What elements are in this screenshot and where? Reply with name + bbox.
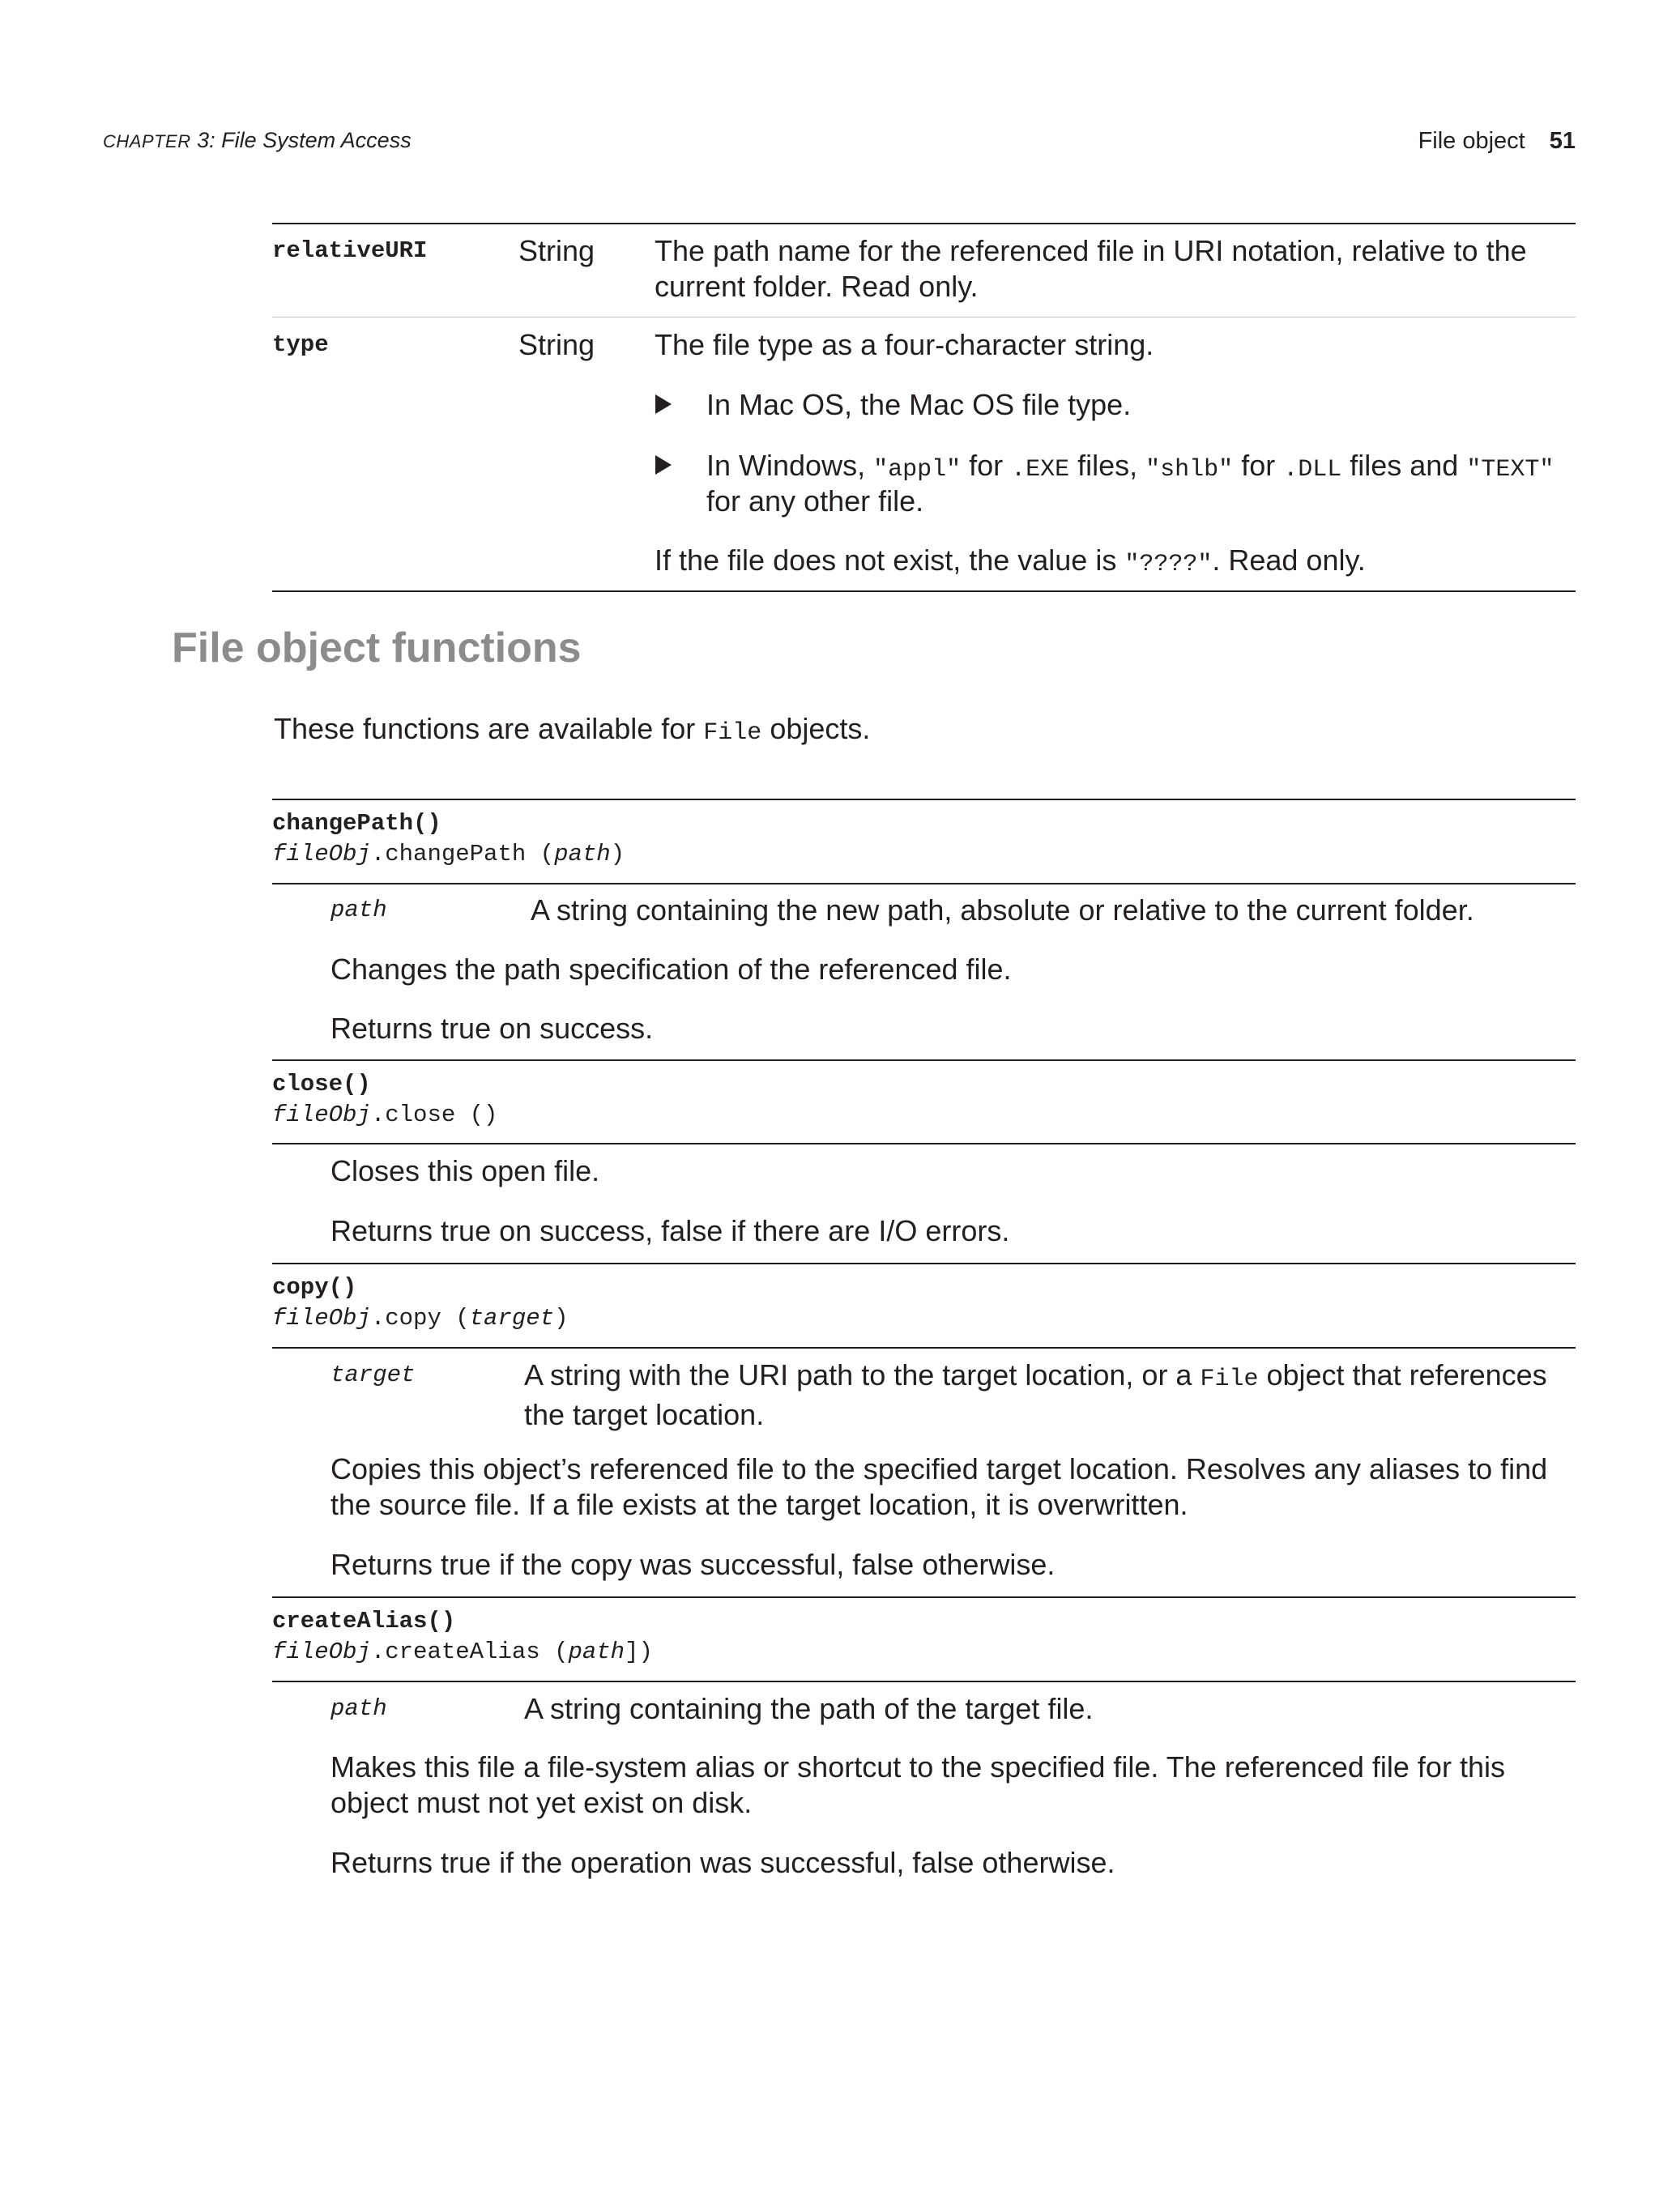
text-run: for: [961, 449, 1012, 482]
function-signature: [272, 1100, 497, 1131]
section-heading: File object functions: [172, 624, 582, 671]
code-run: File: [1200, 1366, 1259, 1393]
function-description: Copies this object’s referenced file to the specified target location. Resolves any aliases to find the source file. If a file exists at the target location, it is overwritten.: [331, 1452, 1548, 1521]
sig-object: fileObj: [272, 841, 371, 867]
text-run: . Read only.: [1212, 543, 1366, 577]
code-run: "????": [1124, 551, 1213, 578]
property-description: The file type as a four-character string.: [655, 328, 1154, 361]
text-run: objects.: [761, 712, 871, 745]
code-run: "shlb": [1145, 456, 1234, 484]
chapter-prefix: CHAPTER: [103, 131, 191, 151]
function-name: createAlias(): [272, 1608, 456, 1634]
text-run: for: [1233, 449, 1284, 482]
sig-end: ): [610, 841, 625, 867]
property-type: String: [518, 234, 595, 267]
function-top-rule: [272, 1596, 1576, 1598]
running-header: [103, 128, 1576, 160]
function-top-rule: [272, 1059, 1576, 1061]
table-top-rule: [272, 223, 1576, 224]
function-top-rule: [272, 799, 1576, 800]
sig-end: ): [554, 1305, 569, 1332]
sig-object: fileObj: [272, 1102, 371, 1128]
text-run: files,: [1069, 449, 1146, 482]
text-run: A string with the URI path to the target location, or a: [524, 1358, 1201, 1392]
text-run: In Windows,: [706, 449, 874, 482]
sig-arg: path: [568, 1639, 625, 1665]
property-description: The path name for the referenced file in URI notation, relative to the current folder. Read only.: [655, 234, 1527, 303]
page-number: 51: [1549, 128, 1576, 154]
property-name: type: [272, 331, 329, 358]
sig-method: .copy (: [370, 1305, 470, 1332]
sig-object: fileObj: [272, 1639, 371, 1665]
param-description: A string containing the path of the target file.: [524, 1692, 1094, 1725]
text-run: object that references the target location.: [524, 1358, 1547, 1431]
function-signature-rule: [272, 1143, 1576, 1144]
function-signature: [272, 1637, 653, 1668]
property-note: [655, 543, 1366, 582]
function-signature-rule: [272, 883, 1576, 884]
function-signature-rule: [272, 1681, 1576, 1682]
param-description: A string containing the new path, absolute or relative to the current folder.: [531, 893, 1474, 927]
sig-method: .close (): [370, 1102, 498, 1128]
row-divider: [272, 317, 1576, 318]
sig-method: .changePath (: [370, 841, 555, 867]
function-returns: Returns true on success, false if there are I/O errors.: [331, 1214, 1010, 1247]
function-signature-rule: [272, 1347, 1576, 1349]
bullet-item-windows-continued: for any other file.: [706, 484, 924, 518]
function-description: Makes this file a file-system alias or shortcut to the specified file. The referenced file for this object must not yet exist on disk.: [331, 1750, 1505, 1819]
param-name: target: [331, 1362, 416, 1388]
code-run: "TEXT": [1466, 456, 1555, 484]
code-run: "appl": [873, 456, 962, 484]
text-run: files and: [1341, 449, 1467, 482]
property-type: String: [518, 328, 595, 361]
param-name: path: [331, 897, 387, 923]
param-description: [524, 1357, 1569, 1433]
chapter-title: [103, 128, 412, 153]
text-run: These functions are available for: [274, 712, 704, 745]
bullet-item-macos: In Mac OS, the Mac OS file type.: [706, 388, 1132, 421]
text-run: If the file does not exist, the value is: [655, 543, 1125, 577]
function-description: Closes this open file.: [331, 1154, 600, 1187]
code-run: File: [703, 719, 762, 747]
function-returns: Returns true if the operation was successful, false otherwise.: [331, 1846, 1115, 1879]
function-name: copy(): [272, 1274, 357, 1301]
bullet-arrow-icon: [655, 455, 672, 475]
code-run: .EXE: [1011, 456, 1070, 484]
function-returns: Returns true on success.: [331, 1012, 654, 1045]
param-name: path: [331, 1695, 387, 1722]
table-bottom-rule: [272, 590, 1576, 592]
function-name: close(): [272, 1071, 371, 1097]
sig-object: fileObj: [272, 1305, 371, 1332]
header-right: [1418, 128, 1576, 155]
sig-arg: target: [469, 1305, 555, 1332]
code-run: .DLL: [1283, 456, 1342, 484]
bullet-item-windows: [706, 448, 1554, 488]
sig-method: .createAlias (: [370, 1639, 569, 1665]
chapter-rest: 3: File System Access: [190, 128, 412, 152]
function-description: Changes the path specification of the referenced file.: [331, 953, 1012, 986]
function-signature: [272, 1303, 568, 1334]
section-intro: [274, 711, 870, 751]
bullet-arrow-icon: [655, 394, 672, 414]
section-name: File object: [1418, 128, 1525, 154]
function-returns: Returns true if the copy was successful, false otherwise.: [331, 1548, 1056, 1581]
function-name: changePath(): [272, 810, 441, 837]
function-top-rule: [272, 1263, 1576, 1264]
property-name: relativeURI: [272, 237, 428, 264]
sig-end: ]): [625, 1639, 653, 1665]
function-signature: [272, 839, 625, 870]
sig-arg: path: [554, 841, 611, 867]
